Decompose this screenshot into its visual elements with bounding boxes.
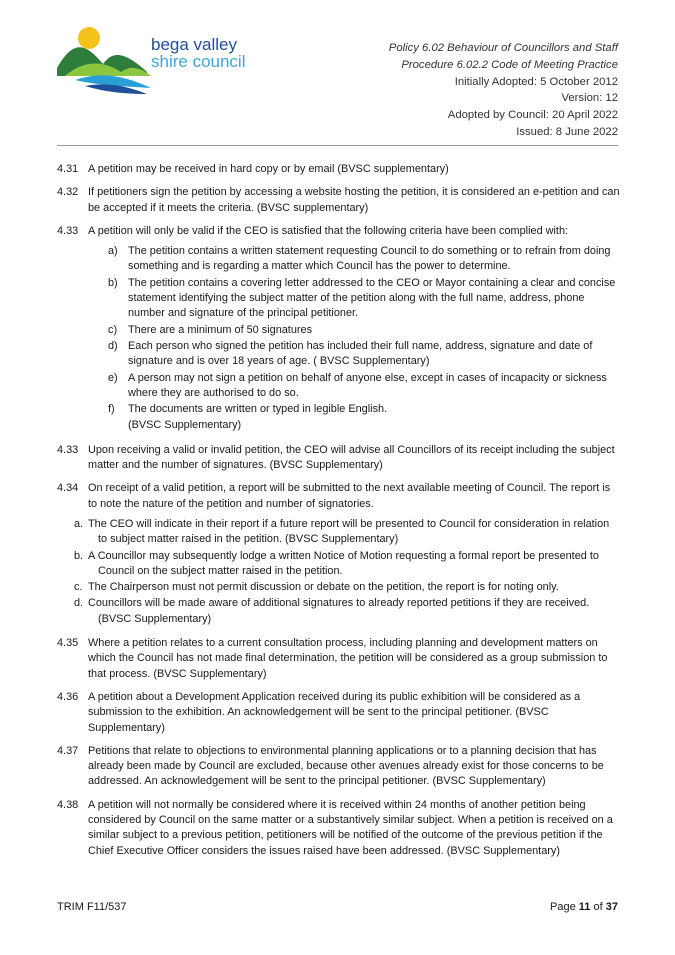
clause-text: Upon receiving a valid or invalid petition, the CEO will advise all Councillors of its receipt including the subject matter and the number of signatures. (BVSC Supplementary)	[88, 443, 615, 472]
sub-item-text: A person may not sign a petition on behalf of anyone else, except in cases of incapacity or sickness where they are authorised to do so.	[128, 371, 607, 399]
sub-item-text: There are a minimum of 50 signatures	[128, 323, 313, 336]
sub-item	[74, 549, 620, 580]
sub-list	[108, 244, 620, 434]
clause-4-38	[57, 798, 620, 859]
clause-4-33	[57, 224, 620, 435]
logo-line-1: bega valley	[151, 35, 238, 54]
council-logo	[55, 20, 295, 100]
document-header	[298, 40, 618, 141]
clause-body	[88, 224, 620, 435]
clause-4-34	[57, 481, 620, 628]
clause-4-33	[57, 443, 620, 474]
clause-number: 4.33	[57, 443, 79, 456]
clause-text: If petitioners sign the petition by accessing a website hosting the petition, it is considered an e-petition and can be accepted if it meets the criteria. (BVSC supplementary)	[88, 186, 620, 214]
clause-text: On receipt of a valid petition, a report will be submitted to the next available meeting of Council. The report is to note the nature of the petition and number of signatories.	[88, 482, 611, 510]
sub-item-text: (BVSC Supplementary)	[128, 419, 242, 432]
clause-text: A petition will not normally be considered where it is received within 24 months of another petition being considered by Council on the same matter or a substantively similar subject. When a petition is received on a similar subject to a previous petition, petitioners will be notified of the outcome of the previous petition if the Chief Executive Officer considers the issues raised have been addressed. (BVSC Supplementary)	[88, 798, 613, 857]
clause-4-31	[57, 162, 620, 177]
clause-number: 4.37	[57, 744, 79, 757]
document-body	[57, 162, 620, 867]
sub-item	[108, 339, 620, 370]
clause-4-32	[57, 185, 620, 216]
sub-item-text: The petition contains a covering letter addressed to the CEO or Mayor containing a clear and concise statement identifying the subject matter of the petition along with the full name, address, phone number and signature of the principal petitioner.	[128, 276, 616, 320]
sub-item	[74, 596, 620, 627]
sub-item	[108, 276, 620, 322]
sub-item-label: a.	[74, 517, 84, 530]
trim-reference: TRIM F11/537	[57, 901, 127, 913]
hills-logo-icon	[55, 20, 155, 100]
initially-adopted: Initially Adopted: 5 October 2012	[454, 75, 618, 88]
policy-title: Policy 6.02 Behaviour of Councillors and Staff	[388, 42, 618, 54]
sub-item	[108, 371, 620, 402]
logo-line-2: shire council	[151, 52, 246, 71]
sub-item	[74, 580, 620, 595]
clause-text: A petition will only be valid if the CEO is satisfied that the following criteria have been complied with:	[88, 224, 569, 237]
sub-item-label: b.	[74, 549, 84, 562]
clause-4-36	[57, 690, 620, 736]
procedure-title: Procedure 6.02.2 Code of Meeting Practice	[401, 58, 618, 71]
sub-item	[108, 418, 620, 433]
clause-text: A petition about a Development Application received during its public exhibition will be considered as a submission to the exhibition. An acknowledgement will be sent to the principal petitioner. (BVSC Supplementary)	[88, 690, 581, 734]
sub-item	[108, 244, 620, 275]
clause-number: 4.31	[57, 163, 79, 175]
clause-number: 4.36	[57, 690, 79, 703]
page-current: 11	[578, 901, 591, 913]
clause-body	[88, 744, 620, 790]
sub-item-text: The CEO will indicate in their report if a future report will be presented to Council for consideration in relation to subject matter raised in the petition. (BVSC Supplementary)	[88, 517, 610, 546]
clause-body	[88, 162, 620, 177]
clause-number: 4.34	[57, 482, 79, 495]
clause-body	[88, 443, 620, 474]
clause-body	[88, 798, 620, 859]
clause-number: 4.33	[57, 224, 79, 237]
sub-item-text: Councillors will be made aware of additional signatures to already reported petitions if they are received. (BVSC Supplementary)	[88, 597, 590, 625]
sub-item-label: a)	[108, 245, 118, 258]
clause-number: 4.32	[57, 186, 79, 199]
page-of: of	[593, 901, 603, 913]
sub-item-label	[108, 418, 128, 433]
sub-item-text: The Chairperson must not permit discussion or debate on the petition, the report is for noting only.	[88, 581, 559, 594]
sub-item-label: c)	[108, 323, 118, 336]
sub-item-label: e)	[108, 371, 118, 384]
sub-item	[108, 323, 620, 338]
sub-item-label: c.	[74, 581, 83, 594]
clause-body	[88, 690, 620, 736]
sub-item-label: f)	[108, 403, 115, 416]
sub-item-text: A Councillor may subsequently lodge a written Notice of Motion requesting a formal report be presented to Council on the subject matter raised in the petition.	[88, 549, 599, 577]
clause-text: A petition may be received in hard copy or by email (BVSC supplementary)	[88, 163, 449, 175]
clause-body	[74, 481, 620, 628]
council-adopted: Adopted by Council: 20 April 2022	[447, 109, 618, 122]
page-number	[550, 901, 618, 913]
sub-item-text: Each person who signed the petition has included their full name, address, signature and date of signature and is over 18 years of age. ( BVSC Supplementary)	[128, 339, 593, 368]
sub-item-text: The petition contains a written statement requesting Council to do something or to refrain from doing something and is regarding a matter which Council has the power to determine.	[128, 245, 611, 273]
sub-item-label: d.	[74, 597, 84, 610]
sub-item	[74, 517, 620, 548]
clause-text: Petitions that relate to objections to environmental planning applications or to a planning decision that has already been made by Council are excluded, because other avenues already exist for those concerns to be addressed. An acknowledgement will be sent to the principal petitioner. (BVSC Supplementary)	[88, 744, 604, 788]
sub-list	[74, 517, 620, 627]
header-divider	[57, 145, 618, 146]
sub-item-label: b)	[108, 276, 118, 289]
sub-item-label: d)	[108, 339, 118, 352]
clause-number: 4.35	[57, 637, 79, 650]
page-total: 37	[605, 901, 618, 913]
clause-number: 4.38	[57, 798, 79, 811]
clause-4-35	[57, 636, 620, 682]
clause-body	[88, 185, 620, 216]
version: Version: 12	[561, 92, 618, 105]
sub-item-text: The documents are written or typed in legible English.	[128, 403, 388, 416]
clause-text: Where a petition relates to a current consultation process, including planning and development matters on which the Council has not made final determination, the petition will be considered as a group submission to that process. (BVSC Supplementary)	[88, 637, 608, 680]
clause-4-37	[57, 744, 620, 790]
clause-body	[88, 636, 620, 682]
page-prefix: Page	[550, 901, 576, 913]
issued-date: Issued: 8 June 2022	[516, 125, 618, 138]
sub-item	[108, 402, 620, 417]
